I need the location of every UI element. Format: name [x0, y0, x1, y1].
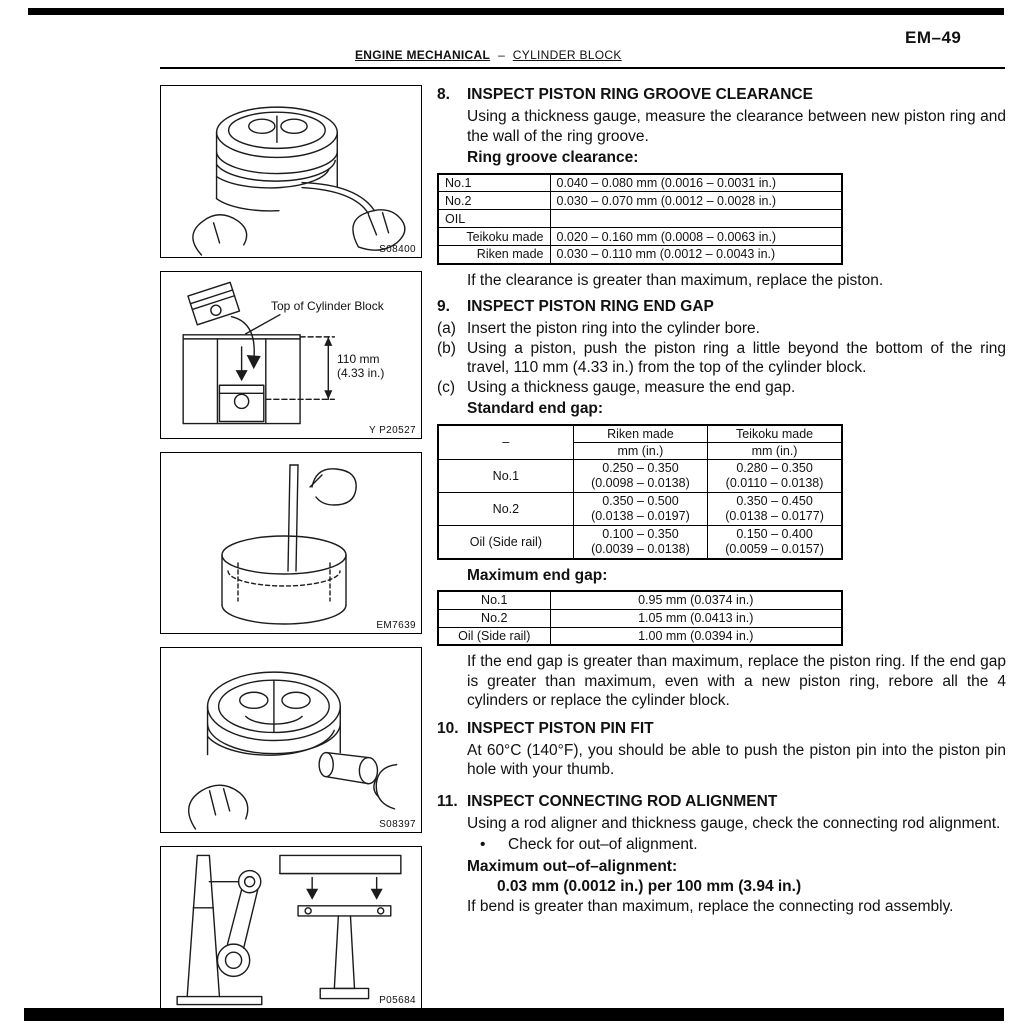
table-row [438, 591, 842, 609]
list-item-c [437, 378, 1006, 398]
end-gap-measure-illustration [161, 453, 421, 633]
figure-box-piston-pin-fit [160, 647, 422, 833]
table-header-row [438, 425, 842, 443]
item-text: Insert the piston ring into the cylinder bore. [467, 320, 760, 337]
figure-code: S08400 [379, 244, 416, 255]
scan-artifact-top-bar [28, 8, 1004, 15]
table-cell-value: 0.020 – 0.160 mm (0.0008 – 0.0063 in.) [550, 228, 842, 246]
table-cell-value [550, 210, 842, 228]
header-chapter-label: CYLINDER BLOCK [512, 48, 622, 62]
figure-code: S08397 [379, 819, 416, 830]
item-text: Using a piston, push the piston ring a little beyond the bottom of the ring travel, 110 mm (4.33 in.) from the top of the cylinder block. [467, 339, 1006, 376]
item-text: Using a thickness gauge, measure the end gap. [467, 378, 796, 396]
table-row [438, 210, 842, 228]
value-in: (0.0110 – 0.0138) [725, 475, 824, 490]
dimension-mm: 110 mm [337, 352, 380, 366]
table-cell-label: No.2 [438, 609, 550, 627]
text-column [432, 78, 1006, 918]
section-9-heading [437, 297, 1006, 317]
standard-end-gap-table [437, 424, 843, 560]
paragraph: Using a rod aligner and thickness gauge, check the connecting rod alignment. [467, 814, 1001, 832]
figure-callout-top-of-cylinder-block: Top of Cylinder Block [271, 299, 384, 313]
section-number: 8. [437, 86, 450, 103]
table-cell-label: Teikoku made [438, 228, 550, 246]
section-title: INSPECT PISTON PIN FIT [467, 719, 654, 737]
bullet-item [480, 835, 1006, 855]
table-cell-value [708, 492, 842, 525]
table-cell-header: Teikoku made [708, 425, 842, 443]
item-label: (b) [437, 339, 456, 357]
figure-box-ring-position [160, 271, 422, 439]
paragraph: If bend is greater than maximum, replace the connecting rod assembly. [467, 897, 954, 915]
figure-box-end-gap-measure [160, 452, 422, 634]
value-in: (0.0138 – 0.0197) [591, 508, 690, 523]
paragraph: If the clearance is greater than maximum, replace the piston. [467, 271, 884, 289]
value-mm: 0.280 – 0.350 [736, 460, 813, 475]
table-cell-value: 0.030 – 0.070 mm (0.0012 – 0.0028 in.) [550, 192, 842, 210]
table-cell-label: OIL [438, 210, 550, 228]
figure-code: EM7639 [376, 620, 416, 631]
item-label: (c) [437, 378, 456, 396]
bullet-marker: • [480, 836, 486, 853]
ring-groove-clearance-table [437, 173, 843, 265]
table-cell-value [573, 492, 707, 525]
table-cell-label: No.2 [438, 192, 550, 210]
table-cell-header: mm (in.) [573, 442, 707, 459]
table-cell-value: 1.05 mm (0.0413 in.) [550, 609, 842, 627]
table-cell-label: No.1 [438, 459, 573, 492]
table-cell-label: No.1 [438, 591, 550, 609]
table-row [438, 525, 842, 559]
list-item-b [437, 339, 1006, 378]
piston-pin-fit-illustration [161, 648, 421, 832]
paragraph: Using a thickness gauge, measure the clearance between new piston ring and the wall of the ring groove. [467, 108, 1006, 145]
table-cell-label: Oil (Side rail) [438, 525, 573, 559]
spec-label: Maximum end gap: [467, 566, 608, 584]
running-header [355, 48, 622, 62]
figure-code: P05684 [379, 995, 416, 1006]
value-mm: 0.150 – 0.400 [736, 526, 813, 541]
value-mm: 0.250 – 0.350 [602, 460, 679, 475]
table-row [438, 192, 842, 210]
table-cell-label: Riken made [438, 246, 550, 264]
dimension-in: (4.33 in.) [337, 366, 385, 380]
table-row [438, 459, 842, 492]
section-number: 10. [437, 719, 459, 737]
list-item-a [437, 319, 1006, 339]
section-number: 11. [437, 792, 458, 810]
value-mm: 0.100 – 0.350 [602, 526, 679, 541]
value-in: (0.0059 – 0.0157) [725, 541, 824, 556]
table-cell-value: 0.95 mm (0.0374 in.) [550, 591, 842, 609]
section-10-heading [437, 719, 1006, 739]
header-section-label: ENGINE MECHANICAL [355, 48, 491, 62]
value-mm: 0.350 – 0.450 [736, 493, 813, 508]
figures-column [160, 85, 422, 1022]
page-number: EM–49 [905, 28, 962, 47]
table-cell-value: 1.00 mm (0.0394 in.) [550, 627, 842, 645]
spec-label: Maximum out–of–alignment: [467, 857, 678, 875]
dimension-label [337, 352, 384, 380]
table-cell-value: 0.030 – 0.110 mm (0.0012 – 0.0043 in.) [550, 246, 842, 264]
paragraph: At 60°C (140°F), you should be able to push the piston pin into the piston pin hole with your thumb. [467, 741, 1006, 778]
bullet-text: Check for out–of alignment. [508, 836, 698, 853]
figure-box-piston-ring-install [160, 85, 422, 258]
header-separator: – [498, 48, 505, 62]
table-cell-header: mm (in.) [708, 442, 842, 459]
section-8-heading [437, 85, 1006, 105]
section-number: 9. [437, 298, 450, 315]
section-11-heading [437, 792, 1006, 812]
table-cell-header: Riken made [573, 425, 707, 443]
table-cell-value: 0.040 – 0.080 mm (0.0016 – 0.0031 in.) [550, 174, 842, 192]
value-in: (0.0039 – 0.0138) [591, 541, 690, 556]
table-row [438, 492, 842, 525]
table-row [438, 627, 842, 645]
item-label: (a) [437, 320, 456, 337]
section-title: INSPECT CONNECTING ROD ALIGNMENT [467, 792, 778, 810]
section-title: INSPECT PISTON RING GROOVE CLEARANCE [467, 86, 813, 103]
header-rule [160, 67, 1005, 69]
paragraph: If the end gap is greater than maximum, replace the piston ring. If the end gap is greater than maximum, even with a new piston ring, rebore all the 4 cylinders or replace the cylinder block. [467, 653, 1006, 709]
table-cell-label: No.2 [438, 492, 573, 525]
value-in: (0.0138 – 0.0177) [725, 508, 824, 523]
piston-ring-install-illustration [161, 86, 421, 257]
table-cell-header: – [438, 425, 573, 460]
table-row [438, 174, 842, 192]
figure-box-rod-alignment [160, 846, 422, 1009]
table-cell-value [573, 525, 707, 559]
spec-value: 0.03 mm (0.0012 in.) per 100 mm (3.94 in.) [497, 878, 802, 895]
table-cell-value [708, 525, 842, 559]
table-row [438, 609, 842, 627]
value-in: (0.0098 – 0.0138) [591, 475, 690, 490]
spec-label: Ring groove clearance: [467, 149, 639, 166]
table-row [438, 246, 842, 264]
table-cell-value [573, 459, 707, 492]
rod-alignment-illustration [161, 847, 421, 1008]
figure-code: Y P20527 [369, 425, 416, 436]
table-row [438, 228, 842, 246]
value-mm: 0.350 – 0.500 [602, 493, 679, 508]
maximum-end-gap-table [437, 590, 843, 646]
table-cell-label: No.1 [438, 174, 550, 192]
section-title: INSPECT PISTON RING END GAP [467, 298, 714, 315]
table-cell-value [708, 459, 842, 492]
spec-label: Standard end gap: [467, 400, 604, 417]
table-cell-label: Oil (Side rail) [438, 627, 550, 645]
